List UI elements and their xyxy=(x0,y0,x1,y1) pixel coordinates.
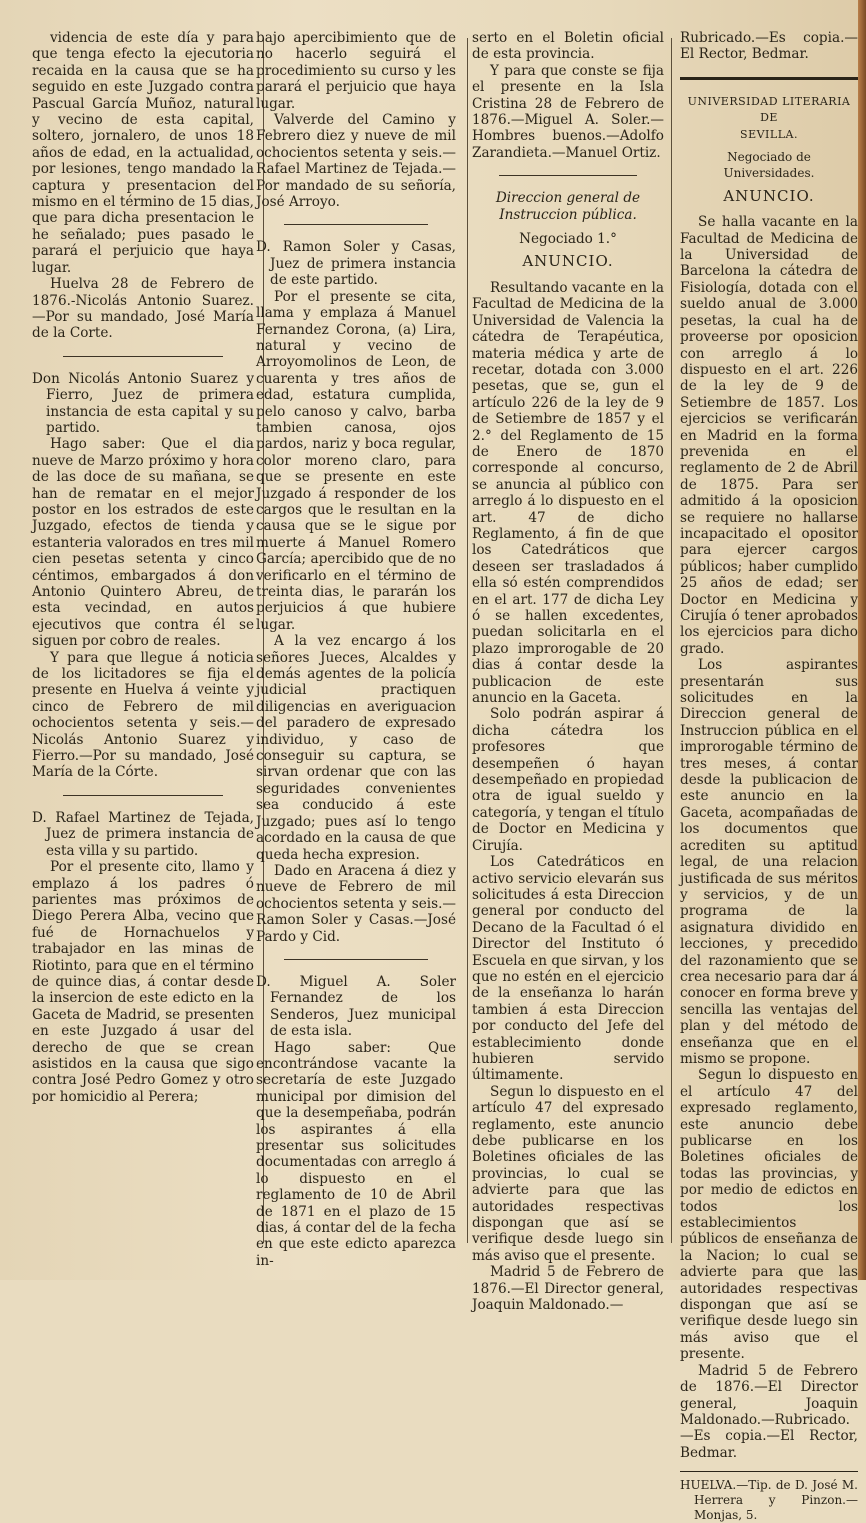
negociado-label: Negociado de Universidades. xyxy=(723,150,815,181)
divider xyxy=(680,1471,858,1472)
edict-heading: D. Miguel A. Soler Fernandez de los Senderos, Juez municipal de esta isla. xyxy=(256,973,456,1040)
divider xyxy=(680,77,858,80)
page-edge xyxy=(858,0,866,1280)
edict-text: bajo apercibimiento que de no hacerlo seguirá el procedimiento su curso y les parará el perjuicio que haya lugar. xyxy=(256,30,456,112)
university-heading: UNIVERSIDAD LITERARIA DE xyxy=(687,94,851,125)
edict-text: videncia de este día y para que tenga efecto la ejecutoria recaida en la causa que se ha seguido en este Juzgado contra Pascual García Muñoz, natural y vecino de esta capital, soltero, jornalero, de unos 18 años de edad, en la actualidad, por lesiones, tengo mandado la captura y presentacion del mismo en el término de 15 dias, que para dicha presentacion le he señalado; pues pasado le parará el perjuicio que haya lugar. xyxy=(32,30,254,276)
edict-signature: Y para que conste se fija el presente en la Isla Cristina 28 de Febrero de 1876.—Miguel A. Soler.—Hombres buenos.—Adolfo Zarandieta.—Manuel Ortiz. xyxy=(472,62,664,161)
edict-text: Por el presente se cita, llama y emplaza á Manuel Fernandez Corona, (a) Lira, natural y vecino de Arroyomolinos de Leon, de cuarenta y tres años de edad, estatura cumplida, pelo canoso y calvo, barba tambien canosa, ojos pardos, nariz y boca regular, color moreno claro, para que se presente en este Juzgado á responder de los cargos que le resultan en la causa que se le sigue por muerte á Manuel Romero García; apercibido que de no verificarlo en el término de treinta dias, le pararán los perjuicios á que hubiere lugar. xyxy=(256,288,456,633)
announcement-text: Resultando vacante en la Facultad de Medicina de la Universidad de Valencia la cátedra de Terapéutica, materia médica y arte de recetar, dotada con 3.000 pesetas, que se, gun el artículo 226 de la ley de 9 de Setiembre de 1857 y el 2.° del Reglamento de 15 de Enero de 1870 corresponde al concurso, se anuncia al público con arreglo á lo dispuesto en el art. 47 de dicho Reglamento, á fin de que los Catedráticos que deseen ser trasladados á ella só estén comprendidos en el art. 177 de dicha Ley ó se hallen excedentes, puedan solicitarla en el plazo improrogable de 20 dias á contar desde la publicacion de este anuncio en la Gaceta. xyxy=(472,279,664,707)
column-rule xyxy=(467,38,468,1243)
announcement-signature: Madrid 5 de Febrero de 1876.—El Director general, Joaquin Maldonado.—Rubricado.—Es copia.—El Rector, Bedmar. xyxy=(680,1362,858,1461)
edict-text: serto en el Boletin oficial de esta provincia. xyxy=(472,30,664,63)
edict-signature: Valverde del Camino y Febrero diez y nueve de mil ochocientos setenta y seis.—Rafael Martinez de Tejada.—Por mandado de su señoría, José Arroyo. xyxy=(256,112,456,211)
edict-text: A la vez encargo á los señores Jueces, Alcaldes y demás agentes de la policía judicial practiquen diligencias en averiguacion del paradero de expresado individuo, y caso de conseguir su captura, se sirvan ordenar que con las seguridades convenientes sea conducido á este Juzgado; pues así lo tengo acordado en la causa de que queda hecha expresion. xyxy=(256,633,456,863)
announcement-title: ANUNCIO. xyxy=(723,186,815,205)
edict-heading: D. Ramon Soler y Casas, Juez de primera instancia de este partido. xyxy=(256,239,456,289)
announcement-text: Los aspirantes presentarán sus solicitudes en la Direccion general de Instruccion pública en el improrogable término de tres meses, á contar desde la publicacion de este anuncio en la Gaceta, acompañadas de los documentos que acrediten su aptitud legal, de una relacion justificada de sus méritos y servicios, y de un programa de la asignatura dividido en lecciones, y precedido del razonamiento que se crea necesario para dar á conocer en forma breve y sencilla las ventajas del plan y del método de enseñanza que en el mismo se propone. xyxy=(680,657,858,1067)
announcement-signature: Madrid 5 de Febrero de 1876.—El Director general, Joaquin Maldonado.— xyxy=(472,1264,664,1314)
edict-heading: D. Rafael Martinez de Tejada, Juez de primera instancia de esta villa y su partido. xyxy=(32,809,254,859)
department-heading: Direccion general de Instruccion pública. xyxy=(495,190,641,223)
divider xyxy=(63,795,223,796)
announcement-text: Segun lo dispuesto en el artículo 47 del expresado reglamento, este anuncio debe publicarse en los Boletines oficiales de las provincias, lo cual se advierte para que las autoridades respectivas dispongan que así se verifique desde luego sin más aviso que el presente. xyxy=(472,1083,664,1264)
column-rule xyxy=(671,38,672,1243)
edict-text: Por el presente cito, llamo y emplazo á los padres ó parientes mas próximos de Diego Perera Alba, vecino que fué de Hornachuelos y trabajador en las minas de Riotinto, para que en el término de quince dias, á contar desde la insercion de este edicto en la Gaceta de Madrid, se presenten en este Juzgado á usar del derecho de que se crean asistidos en la causa que sigo contra José Pedro Gomez y otro por homicidio al Perera; xyxy=(32,859,254,1105)
announcement-text: Los Catedráticos en activo servicio elevarán sus solicitudes á esta Direccion general por conducto del Decano de la Facultad ó el Director del Instituto ó Escuela en que sirvan, y los que no estén en el ejercicio de la enseñanza lo harán tambien á esta Direccion por conducto del Jefe del establecimiento donde hubieren servido últimamente. xyxy=(472,854,664,1084)
edict-heading: Don Nicolás Antonio Suarez y Fierro, Juez de primera instancia de esta capital y su partido. xyxy=(32,370,254,436)
edict-text: Hago saber: Que encontrándose vacante la secretaría de este Juzgado municipal por dimision del que la desempeñaba, podrán los aspirantes á ella presentar sus solicitudes documentadas con arreglo á lo dispuesto en el reglamento de 10 de Abril de 1871 en el plazo de 15 dias, á contar del de la fecha en que este edicto aparezca in- xyxy=(256,1039,456,1269)
divider xyxy=(499,175,637,176)
edict-signature: Huelva 28 de Febrero de 1876.-Nicolás Antonio Suarez.—Por su mandado, José María de la Corte. xyxy=(32,276,254,342)
divider xyxy=(63,356,223,357)
column-2 xyxy=(256,30,456,1270)
column-1 xyxy=(32,30,254,1270)
printer-imprint: HUELVA.—Tip. de D. José M. Herrera y Pinzon.—Monjas, 5. xyxy=(680,1478,858,1523)
negociado-label: Negociado 1.° xyxy=(519,231,617,248)
edict-signature: Dado en Aracena á diez y nueve de Febrero de mil ochocientos setenta y seis.—Ramon Soler y Casas.—José Pardo y Cid. xyxy=(256,862,456,945)
edict-signature: Y para que llegue á noticia de los licitadores se fija el presente en Huelva á veinte y cinco de Febrero de mil ochocientos setenta y seis.—Nicolás Antonio Suarez y Fierro.—Por su mandado, José María de la Córte. xyxy=(32,649,254,781)
column-4 xyxy=(680,30,858,1523)
city-heading: SEVILLA. xyxy=(740,127,798,141)
announcement-text: Segun lo dispuesto en el artículo 47 del expresado reglamento, este anuncio debe publicarse en los Boletines oficiales de todas las provincias, y por medio de edictos en todos los establecimientos públicos de enseñanza de la Nacion; lo cual se advierte para que las autoridades respectivas dispongan que así se verifique desde luego sin más aviso que el presente. xyxy=(680,1067,858,1363)
column-3 xyxy=(472,30,664,1314)
announcement-title: ANUNCIO. xyxy=(522,252,614,271)
announcement-text: Solo podrán aspirar á dicha cátedra los profesores que desempeñen ó hayan desempeñado en propiedad otra de igual sueldo y categoría, y tengan el título de Doctor en Medicina y Cirujía. xyxy=(472,706,664,854)
announcement-text: Se halla vacante en la Facultad de Medicina de la Universidad de Barcelona la cátedra de Fisiología, dotada con el sueldo anual de 3.000 pesetas, la cual ha de proveerse por oposicion con arreglo á lo dispuesto en el art. 226 de la ley de 9 de Setiembre de 1857. Los ejercicios se verificarán en Madrid en la forma prevenida en el reglamento de 2 de Abril de 1875. Para ser admitido á la oposicion se requiere no hallarse incapacitado el opositor para ejercer cargos públicos; haber cumplido 25 años de edad; ser Doctor en Medicina y Cirujía ó tener aprobados los ejercicios para dicho grado. xyxy=(680,214,858,657)
edict-text: Hago saber: Que el dia nueve de Marzo próximo y hora de las doce de su mañana, se han de rematar en el mejor postor en los estrados de este Juzgado, efectos de tienda y estanteria valorados en tres mil cien pesetas setenta y cinco céntimos, embargados á don Antonio Quintero Abreu, de esta vecindad, en autos ejecutivos que contra él se siguen por cobro de reales. xyxy=(32,436,254,650)
announcement-signature: Rubricado.—Es copia.—El Rector, Bedmar. xyxy=(680,30,858,63)
divider xyxy=(284,224,428,225)
divider xyxy=(284,959,428,960)
